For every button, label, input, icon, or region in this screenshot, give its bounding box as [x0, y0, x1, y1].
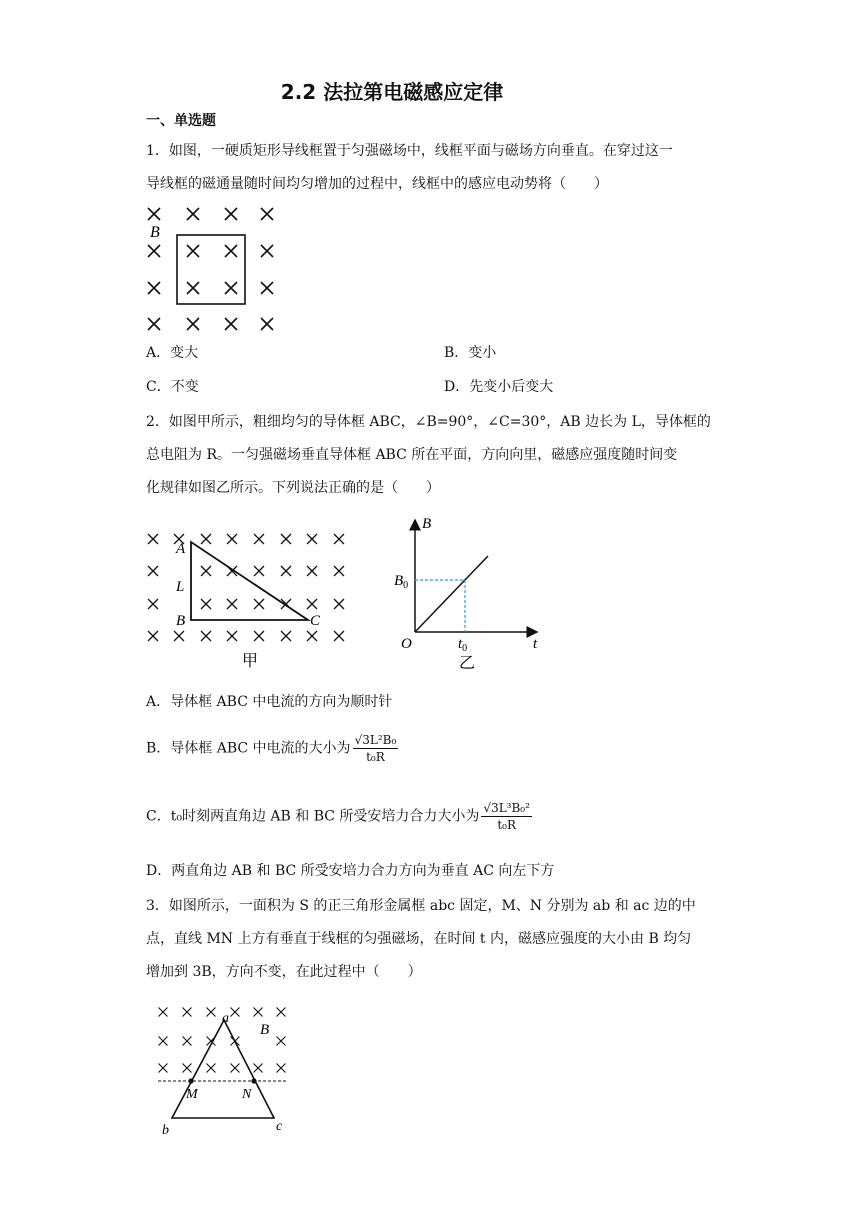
field-cross-icon	[227, 631, 237, 641]
q2-option-c-numerator: √3L³B₀²	[483, 801, 530, 815]
field-cross-icon	[334, 631, 344, 641]
field-cross-icon	[261, 282, 273, 294]
q2-option-b-denominator: t₀R	[366, 750, 385, 764]
q1-option-a: A．变大	[146, 345, 199, 361]
field-cross-icon	[201, 566, 211, 576]
question-1-line-1: 1．如图，一硬质矩形导线框置于匀强磁场中，线框平面与磁场方向垂直。在穿过这一	[146, 143, 673, 159]
point-n	[251, 1078, 256, 1083]
vertex-a-label: a	[222, 1011, 229, 1026]
vertex-b-label: b	[162, 1123, 169, 1138]
field-cross-icon	[225, 208, 237, 220]
question-3-line-1: 3．如图所示，一面积为 S 的正三角形金属框 abc 固定，M、N 分别为 ab 和 ac 边的中	[146, 898, 696, 914]
question-2-figure-jia	[140, 525, 355, 675]
field-cross-icon	[187, 318, 199, 330]
q2-option-c	[146, 800, 532, 833]
side-label-l: L	[176, 579, 185, 595]
field-cross-icon	[159, 1064, 168, 1073]
field-cross-icon	[148, 208, 160, 220]
field-cross-icon	[261, 245, 273, 257]
q1-option-d: D．先变小后变大	[444, 379, 554, 395]
q2-option-c-fraction	[481, 800, 532, 833]
field-cross-icon	[307, 631, 317, 641]
field-cross-icon	[307, 534, 317, 544]
field-cross-icon	[307, 599, 317, 609]
question-3-line-2: 点，直线 MN 上方有垂直于线框的匀强磁场，在时间 t 内，磁感应强度的大小由 B 均匀	[146, 931, 692, 947]
vertex-c: C	[310, 613, 321, 629]
question-2-text	[146, 406, 721, 505]
field-cross-icon	[254, 566, 264, 576]
field-cross-icon	[281, 566, 291, 576]
field-label: B	[150, 224, 160, 241]
field-cross-icon	[261, 318, 273, 330]
q2-option-d: D．两直角边 AB 和 BC 所受安培力合力方向为垂直 AC 向左下方	[146, 863, 555, 879]
field-cross-icon	[231, 1064, 240, 1073]
field-cross-icon	[159, 1037, 168, 1046]
point-m	[188, 1078, 193, 1083]
field-cross-icon	[281, 631, 291, 641]
point-m-label: M	[186, 1087, 198, 1102]
q2-option-a: A．导体框 ABC 中电流的方向为顺时针	[146, 694, 393, 710]
t0-label: $t_0$	[458, 636, 468, 654]
field-cross-icon	[254, 631, 264, 641]
field-cross-icon	[207, 1008, 216, 1017]
q2-option-b-numerator: √3L²B₀	[354, 733, 397, 747]
field-cross-icon	[227, 534, 237, 544]
field-cross-icon	[254, 599, 264, 609]
field-cross-icon	[254, 1064, 263, 1073]
question-3-figure	[150, 1000, 300, 1140]
field-cross-icon	[148, 318, 160, 330]
triangle-frame	[191, 542, 308, 620]
field-cross-icon	[225, 245, 237, 257]
field-cross-icon	[277, 1008, 286, 1017]
vertex-c-label: c	[276, 1119, 283, 1134]
field-cross-icon	[277, 1064, 286, 1073]
question-3-text	[146, 890, 721, 989]
field-cross-icon	[334, 566, 344, 576]
origin-label: O	[401, 636, 412, 652]
field-cross-icon	[148, 282, 160, 294]
y-axis-label: B	[422, 516, 432, 532]
field-cross-icon	[148, 245, 160, 257]
q2-option-b	[146, 732, 398, 765]
question-2-figure-yi	[385, 512, 555, 672]
question-2-line-1: 2．如图甲所示，粗细均匀的导体框 ABC，∠B=90°，∠C=30°，AB 边长为 L，导体框的	[146, 414, 711, 430]
q2-option-b-fraction	[353, 732, 399, 765]
field-cross-icon	[148, 534, 158, 544]
field-cross-icon	[225, 318, 237, 330]
field-cross-icon	[183, 1037, 192, 1046]
question-1-line-2: 导线框的磁通量随时间均匀增加的过程中，线框中的感应电动势将（ ）	[146, 176, 608, 192]
q1-option-c: C．不变	[146, 379, 199, 395]
field-cross-icon	[183, 1064, 192, 1073]
b-t-line	[415, 556, 488, 632]
question-3-line-3: 增加到 3B，方向不变，在此过程中（ ）	[146, 964, 422, 980]
field-cross-icon	[281, 534, 291, 544]
field-cross-icon	[334, 534, 344, 544]
vertex-a: A	[176, 541, 186, 557]
field-cross-icon	[187, 245, 199, 257]
q1-option-b: B．变小	[444, 345, 497, 361]
b0-label: $B_0$	[394, 573, 409, 591]
field-cross-icon	[307, 566, 317, 576]
q2-option-c-prefix: C．t₀时刻两直角边 AB 和 BC 所受安培力合力大小为	[146, 808, 480, 825]
field-cross-icon	[148, 631, 158, 641]
field-cross-icon	[148, 599, 158, 609]
field-b-label: B	[260, 1022, 270, 1038]
field-cross-icon	[225, 282, 237, 294]
field-cross-icon	[334, 599, 344, 609]
field-cross-icon	[201, 631, 211, 641]
page-title: 2.2 法拉第电磁感应定律	[280, 80, 504, 104]
question-1-text	[146, 135, 721, 201]
field-cross-icon	[174, 631, 184, 641]
caption-jia: 甲	[242, 653, 259, 670]
field-cross-icon	[148, 566, 158, 576]
question-2-line-3: 化规律如图乙所示。下列说法正确的是（ ）	[146, 480, 440, 496]
field-cross-icon	[261, 208, 273, 220]
field-cross-icon	[231, 1008, 240, 1017]
q2-option-b-prefix: B．导体框 ABC 中电流的大小为	[146, 740, 351, 757]
field-cross-icon	[183, 1008, 192, 1017]
field-cross-icon	[254, 1008, 263, 1017]
field-cross-icon	[207, 1064, 216, 1073]
field-cross-icon	[254, 534, 264, 544]
field-cross-icon	[277, 1037, 286, 1046]
section-heading: 一、单选题	[146, 113, 216, 129]
field-cross-icon	[187, 208, 199, 220]
x-axis-label: t	[533, 636, 538, 652]
field-cross-icon	[187, 282, 199, 294]
field-cross-icon	[227, 599, 237, 609]
question-1-figure	[140, 200, 290, 340]
vertex-b: B	[176, 613, 186, 629]
q2-option-c-denominator: t₀R	[497, 818, 516, 832]
question-2-line-2: 总电阻为 R。一匀强磁场垂直导体框 ABC 所在平面，方向向里，磁感应强度随时间变	[146, 447, 678, 463]
field-cross-icon	[159, 1008, 168, 1017]
field-cross-icon	[201, 534, 211, 544]
field-cross-icon	[201, 599, 211, 609]
caption-yi: 乙	[459, 655, 476, 672]
point-n-label: N	[242, 1087, 252, 1102]
